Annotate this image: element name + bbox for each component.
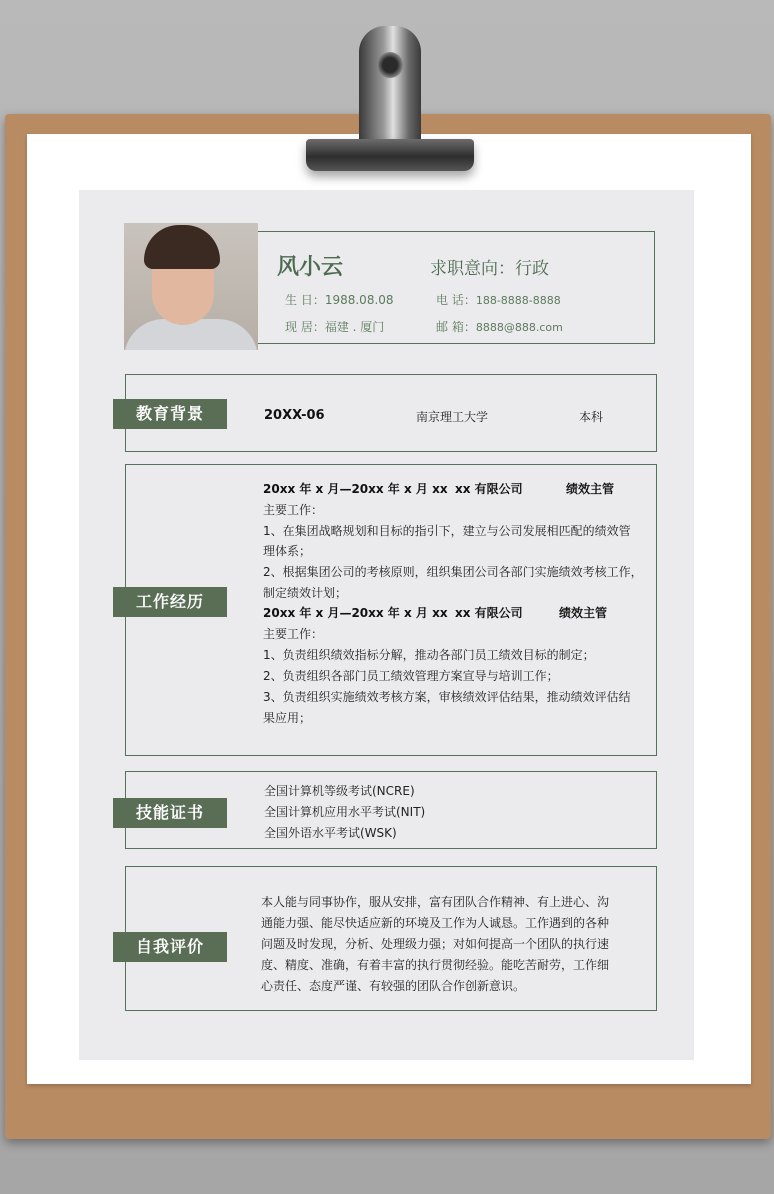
skill-item: 全国外语水平考试(WSK) [264,826,397,840]
phone-row [436,291,561,308]
profile-photo [124,223,258,350]
self-evaluation-line: 通能力强、能尽快适应新的环境及工作为人诚恳。工作遇到的各种 [261,916,610,930]
self-evaluation-title: 自我评价 [113,932,227,962]
skill-item: 全国计算机等级考试(NCRE) [264,784,415,798]
job-intent: 求职意向：行政 [430,259,549,279]
skills-title: 技能证书 [113,798,227,828]
job-2-company: xx 有限公司 [455,606,523,620]
job-2-position: 绩效主管 [559,606,608,620]
job-2-period: 20xx 年 x 月—20xx 年 x 月 xx [263,606,448,620]
residence-label: 现 居： [285,320,325,334]
binder-clip-icon [359,26,421,146]
self-evaluation-line: 本人能与同事协作，服从安排，富有团队合作精神、有上进心、沟 [261,895,610,909]
job-2-duty: 3、负责组织实施绩效考核方案，审核绩效评估结果，推动绩效评估结 [263,690,631,704]
self-evaluation-line: 问题及时发现，分析、处理级力强；对如何提高一个团队的执行速 [261,937,610,951]
skill-item: 全国计算机应用水平考试(NIT) [264,805,426,819]
education-title: 教育背景 [113,399,227,429]
phone-label: 电 话： [436,293,476,307]
education-degree: 本科 [579,410,604,424]
job-1-duty: 2、根据集团公司的考核原则，组织集团公司各部门实施绩效考核工作， [263,565,643,579]
residence-row [285,318,384,335]
job-1-duty: 1、在集团战略规划和目标的指引下，建立与公司发展相匹配的绩效管 [263,524,631,538]
job-2-duty: 2、负责组织各部门员工绩效管理方案宣导与培训工作； [263,669,559,683]
job-2-duty: 1、负责组织绩效指标分解，推动各部门员工绩效目标的制定； [263,648,595,662]
job-1-company: xx 有限公司 [455,482,523,496]
education-school: 南京理工大学 [416,410,489,424]
self-evaluation-line: 度、精度、准确，有着丰富的执行贯彻经验。能吃苦耐劳，工作细 [261,958,610,972]
email-row [436,318,563,335]
job-2-duty: 果应用； [263,711,312,725]
job-1-position: 绩效主管 [566,482,615,496]
candidate-name: 风小云 [277,255,344,280]
birth-label: 生 日： [285,293,325,307]
birth-row [285,291,394,308]
clip-base [306,139,474,171]
education-date: 20XX-06 [264,408,325,423]
job-1-duty: 制定绩效计划； [263,586,348,600]
self-evaluation-line: 心责任、态度严谨、有较强的团队合作创新意识。 [261,979,526,993]
job-1-duty: 理体系； [263,544,312,558]
job-1-duties-label: 主要工作： [263,503,324,517]
job-1-period: 20xx 年 x 月—20xx 年 x 月 xx [263,482,448,496]
email-value: 8888@888.com [475,321,563,334]
clip-hole [377,52,403,78]
phone-value: 188-8888-8888 [475,294,561,307]
birth-value: 1988.08.08 [324,293,394,307]
job-2-duties-label: 主要工作： [263,627,324,641]
email-label: 邮 箱： [436,320,476,334]
work-title: 工作经历 [113,587,227,617]
residence-value: 福建 . 厦门 [324,320,385,334]
